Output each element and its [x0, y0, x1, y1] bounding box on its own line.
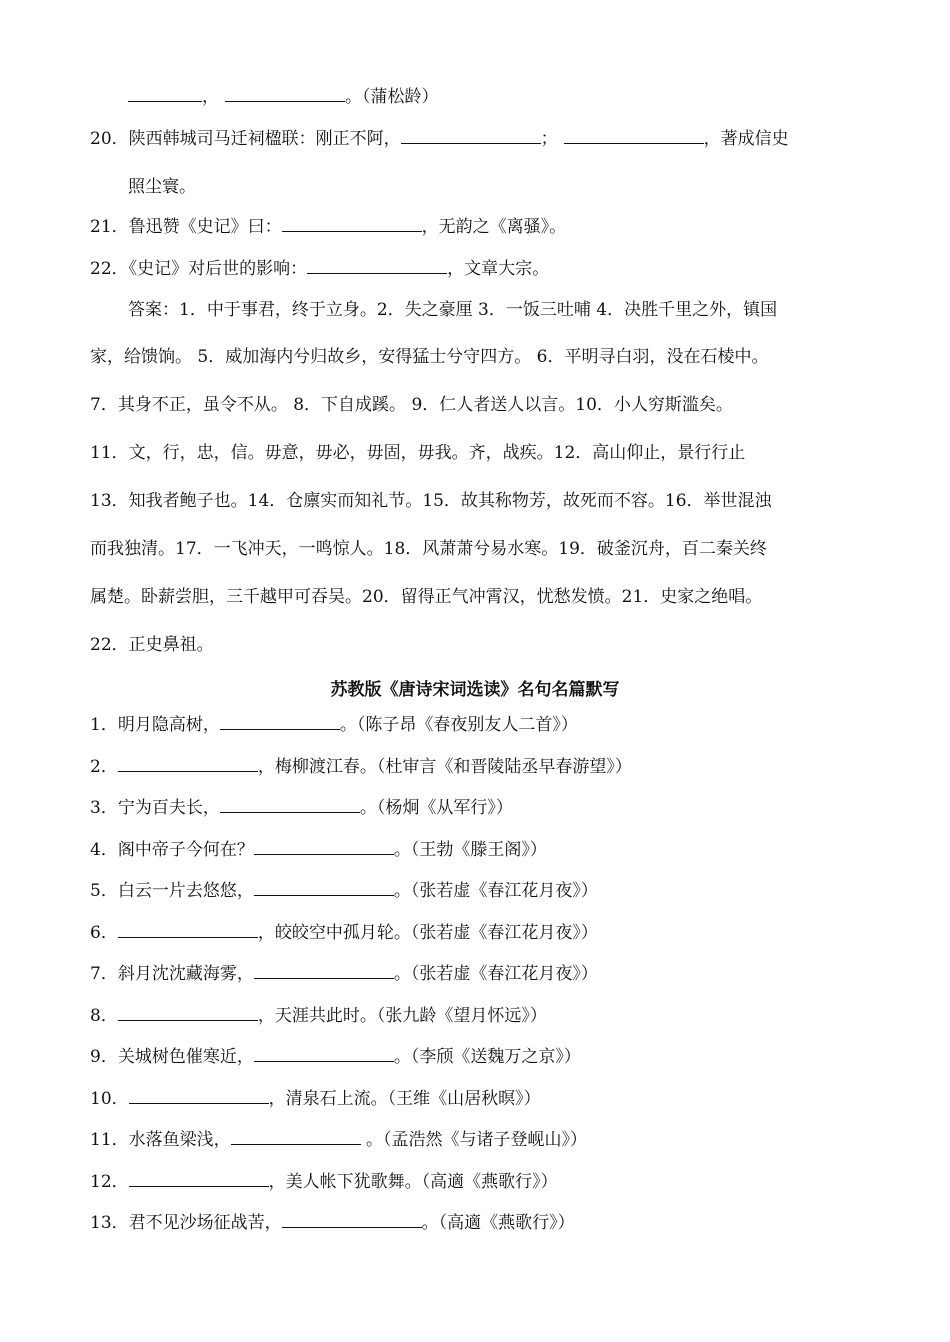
- answer-blank[interactable]: [129, 1088, 269, 1104]
- answer-blank[interactable]: [254, 839, 394, 855]
- answer-blank[interactable]: [254, 880, 394, 896]
- answer-blank[interactable]: [118, 922, 258, 938]
- poem-item-1: 1．明月隐高树， 。（陈子昂《春夜别友人二首》）: [90, 715, 578, 735]
- section-title: 苏教版《唐诗宋词选读》名句名篇默写: [330, 680, 620, 700]
- answer-line: 答案：1．中于事君，终于立身。2．失之豪厘 3．一饭三吐哺 4．决胜千里之外，镇国: [128, 300, 778, 320]
- poem-item-7: 7．斜月沈沈藏海雾， 。（张若虚《春江花月夜》）: [90, 964, 598, 984]
- answer-blank[interactable]: [220, 714, 340, 730]
- poem-item-2: 2． ，梅柳渡江春。（杜审言《和晋陵陆丞早春游望》）: [90, 757, 632, 777]
- q19-continuation: ， 。（蒲松龄）: [128, 86, 439, 108]
- answer-blank[interactable]: [282, 1212, 422, 1228]
- poem-item-9: 9．关城树色催寒近， 。（李颀《送魏万之京》）: [90, 1047, 581, 1067]
- answer-line: 属楚。卧薪尝胆，三千越甲可吞吴。20．留得正气冲霄汉，忧愁发愤。21．史家之绝唱。: [90, 587, 763, 607]
- question-20: 20．陕西韩城司马迁祠楹联：刚正不阿， ； ，著成信史: [90, 129, 789, 149]
- poem-item-3: 3．宁为百夫长， 。（杨炯《从军行》）: [90, 798, 513, 818]
- answer-blank[interactable]: [254, 1046, 394, 1062]
- question-21: 21．鲁迅赞《史记》曰： ，无韵之《离骚》。: [90, 217, 567, 237]
- answer-blank[interactable]: [220, 797, 360, 813]
- answer-blank[interactable]: [118, 756, 258, 772]
- poem-item-4: 4．阁中帝子今何在？ 。（王勃《滕王阁》）: [90, 840, 547, 860]
- poem-item-6: 6． ，皎皎空中孤月轮。（张若虚《春江花月夜》）: [90, 923, 598, 943]
- poem-item-13: 13．君不见沙场征战苦， 。（高適《燕歌行》）: [90, 1213, 575, 1233]
- poem-item-8: 8． ，天涯共此时。（张九龄《望月怀远》）: [90, 1006, 547, 1026]
- answer-blank[interactable]: [401, 128, 541, 144]
- poem-item-11: 11．水落鱼梁浅， 。（孟浩然《与诸子登岘山》）: [90, 1130, 588, 1150]
- answer-line: 13．知我者鲍子也。14．仓廪实而知礼节。15．故其称物芳，故死而不容。16．举世混浊: [90, 491, 772, 511]
- question-22: 22．《史记》对后世的影响： ，文章大宗。: [90, 259, 550, 279]
- answer-blank[interactable]: [231, 1129, 361, 1145]
- poem-item-10: 10． ，清泉石上流。（王维《山居秋暝》）: [90, 1089, 541, 1109]
- question-20-continuation: 照尘寰。: [128, 177, 196, 197]
- answer-blank[interactable]: [129, 1171, 269, 1187]
- answer-line: 而我独清。17．一飞冲天，一鸣惊人。18．风萧萧兮易水寒。19．破釜沉舟，百二秦关终: [90, 539, 767, 559]
- answer-blank[interactable]: [118, 1005, 258, 1021]
- poem-item-5: 5．白云一片去悠悠， 。（张若虚《春江花月夜》）: [90, 881, 598, 901]
- poem-item-12: 12． ，美人帐下犹歌舞。（高適《燕歌行》）: [90, 1172, 558, 1192]
- answer-line: 7．其身不正，虽令不从。 8．下自成蹊。 9．仁人者送人以言。10．小人穷斯滥矣。: [90, 395, 733, 415]
- answer-blank[interactable]: [254, 963, 394, 979]
- answer-line: 11．文，行，忠，信。毋意，毋必，毋固，毋我。齐，战疾。12．高山仰止，景行行止: [90, 443, 746, 463]
- answer-blank[interactable]: [225, 86, 345, 102]
- answer-blank[interactable]: [307, 258, 447, 274]
- answer-line: 家，给馈饷。 5．威加海内兮归故乡，安得猛士兮守四方。 6．平明寻白羽，没在石棱中。: [90, 347, 769, 367]
- answer-blank[interactable]: [282, 216, 422, 232]
- answer-line: 22．正史鼻祖。: [90, 635, 214, 655]
- answer-blank[interactable]: [128, 86, 202, 102]
- answer-blank[interactable]: [564, 128, 704, 144]
